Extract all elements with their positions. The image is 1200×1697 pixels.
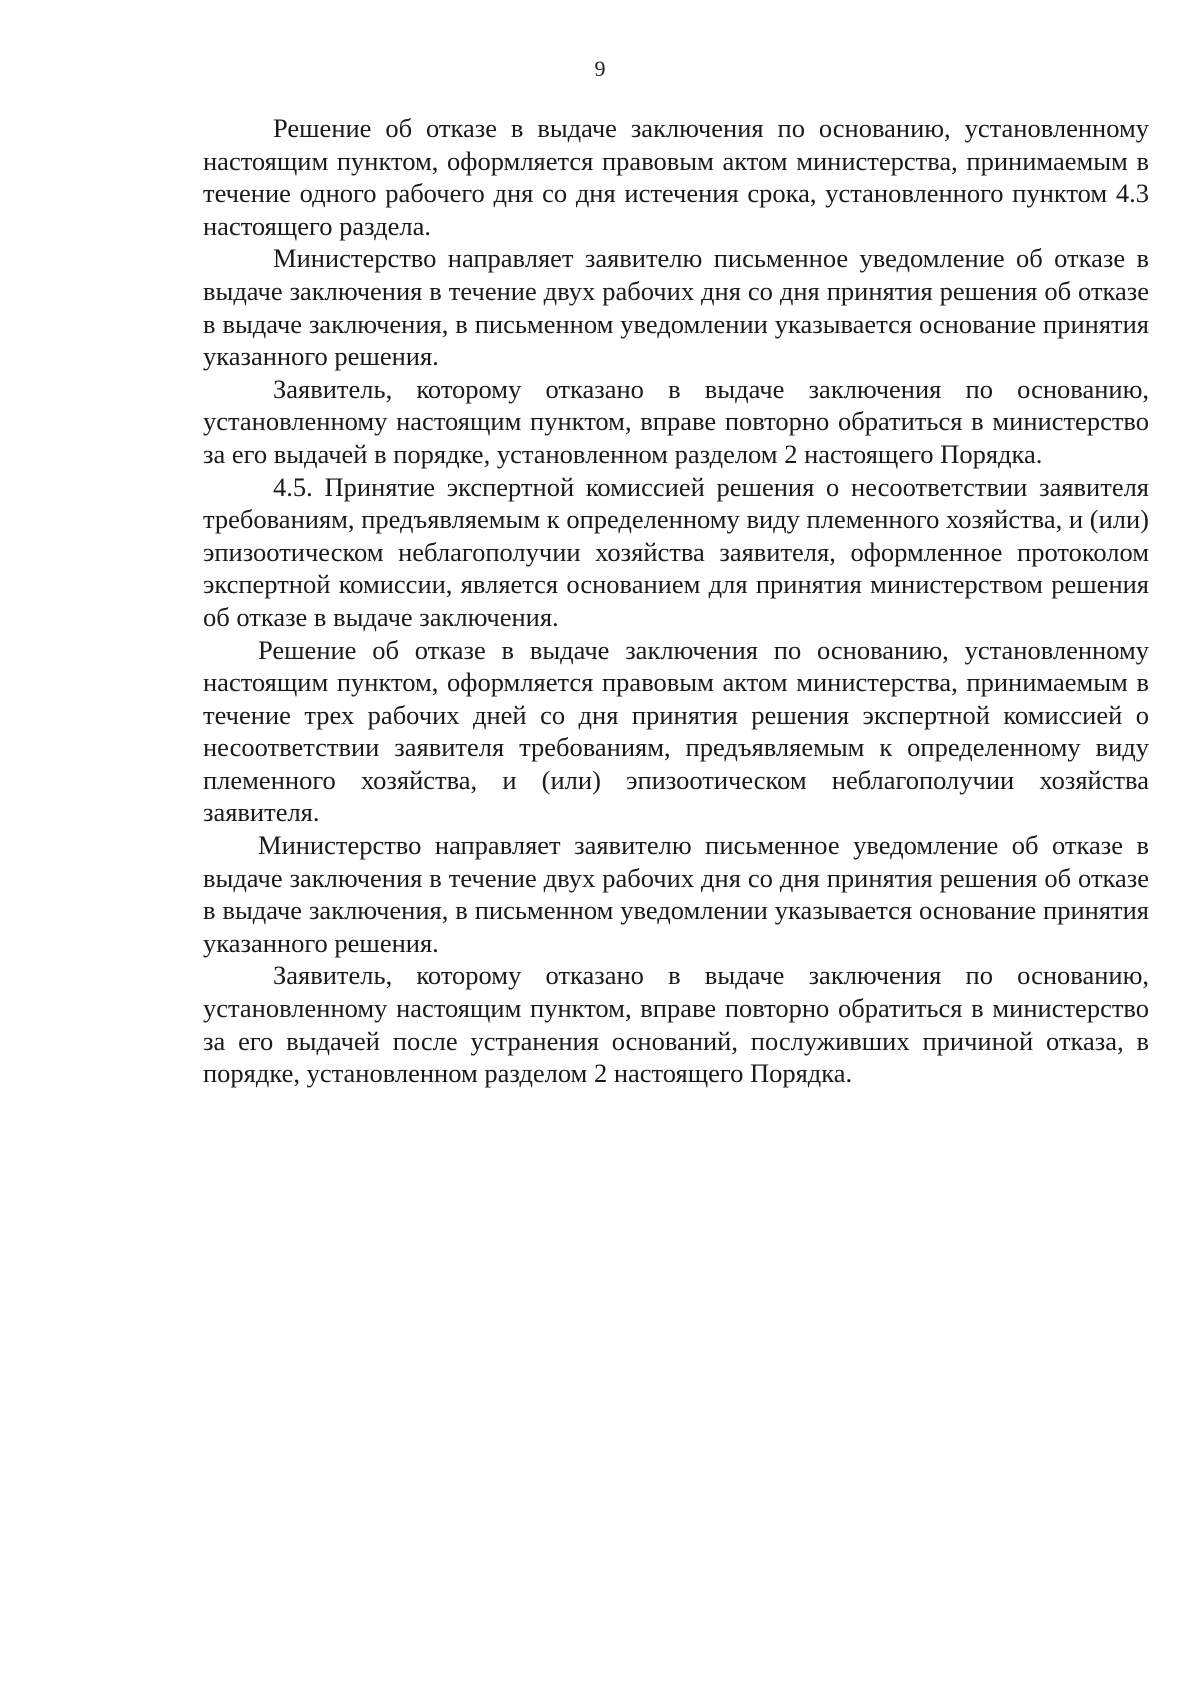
paragraph: Заявитель, которому отказано в выдаче заключения по основанию, установленному настоящим пунктом, вправе повторно обратиться в министерство за его выдачей в порядке, установленном разделом 2 настоящего Порядка.: [203, 373, 1149, 469]
paragraph: Решение об отказе в выдаче заключения по основанию, установленному настоящим пунктом, оформляется правовым актом министерства, принимаемым в течение одного рабочего дня со дня истечения срока, установленного пунктом 4.3 настоящего раздела.: [203, 113, 1149, 241]
paragraph: Министерство направляет заявителю письменное уведомление об отказе в выдаче заключения в течение двух рабочих дня со дня принятия решения об отказе в выдаче заключения, в письменном уведомлении указывается основание принятия указанного решения.: [203, 243, 1149, 372]
paragraph: Министерство направляет заявителю письменное уведомление об отказе в выдаче заключения в течение двух рабочих дня со дня принятия решения об отказе в выдаче заключения, в письменном уведомлении указывается основание принятия указанного решения.: [203, 830, 1149, 958]
paragraph: Решение об отказе в выдаче заключения по основанию, установленному настоящим пунктом, оформляется правовым актом министерства, принимаемым в течение трех рабочих дней со дня принятия решения экспертной комиссией о несоответствии заявителя требованиям, предъявляемым к определенному виду племенного хозяйства, и (или) эпизоотическом неблагополучии хозяйства заявителя.: [203, 634, 1149, 828]
paragraph: 4.5. Принятие экспертной комиссией решения о несоответствии заявителя требованиям, предъявляемым к определенному виду племенного хозяйства, и (или) эпизоотическом неблагополучии хозяйства заявителя, оформленное протоколом экспертной комиссии, является основанием для принятия министерством решения об отказе в выдаче заключения.: [203, 471, 1149, 632]
paragraph: Заявитель, которому отказано в выдаче заключения по основанию, установленному настоящим пунктом, вправе повторно обратиться в министерство за его выдачей после устранения оснований, послуживших причиной отказа, в порядке, установленном разделом 2 настоящего Порядка.: [203, 960, 1149, 1089]
page-number: 9: [594, 56, 606, 81]
document-body: [203, 112, 1149, 1090]
